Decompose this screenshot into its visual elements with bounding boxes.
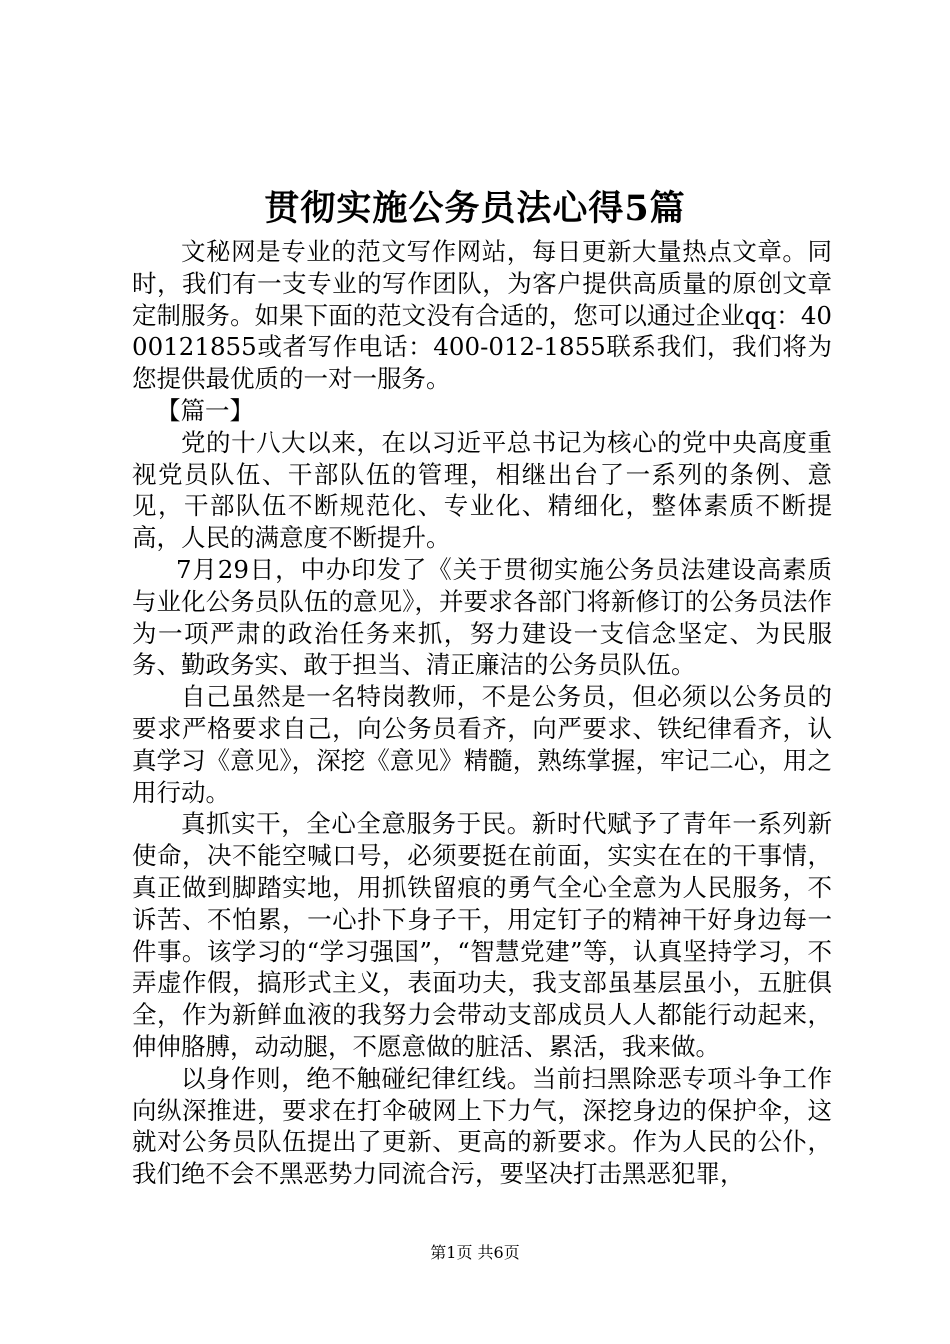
body-paragraph-4: 真抓实干，全心全意服务于民。新时代赋予了青年一系列新使命，决不能空喊口号，必须要挺在前面，实实在在的干事情，真正做到脚踏实地，用抓铁留痕的勇气全心全意为人民服务，不诉苦、不怕累，一心扑下身子干，用定钉子的精神干好身边每一件事。该学习的“学习强国”，“智慧党建”等，认真坚持学习，不弄虚作假，搞形式主义，表面功夫，我支部虽基层虽小，五脏俱全，作为新鲜血液的我努力会带动支部成员人人都能行动起来，伸伸胳膊，动动腿，不愿意做的脏活、累活，我来做。 [132,809,832,1061]
body-paragraph-2: 7月29日，中办印发了《关于贯彻实施公务员法建设高素质与业化公务员队伍的意见》，并要求各部门将新修订的公务员法作为一项严肃的政治任务来抓，努力建设一支信念坚定、为民服务、勤政务实、敢于担当、清正廉洁的公务员队伍。 [132,554,832,680]
page-footer: 第1页 共6页 [430,1243,520,1262]
body-paragraph-1: 党的十八大以来，在以习近平总书记为核心的党中央高度重视党员队伍、干部队伍的管理，相继出台了一系列的条例、意见，干部队伍不断规范化、专业化、精细化，整体素质不断提高，人民的满意度不断提升。 [132,427,832,553]
document-body [132,236,832,1190]
body-paragraph-3: 自己虽然是一名特岗教师，不是公务员，但必须以公务员的要求严格要求自己，向公务员看齐，向严要求、铁纪律看齐，认真学习《意见》，深挖《意见》精髓，熟练掌握，牢记二心，用之用行动。 [132,682,832,807]
document-title: 贯彻实施公务员法心得5篇 [264,188,686,229]
intro-paragraph: 文秘网是专业的范文写作网站，每日更新大量热点文章。同时，我们有一支专业的写作团队，为客户提供高质量的原创文章定制服务。如果下面的范文没有合适的，您可以通过企业qq：4000121855或者写作电话：400-012-1855联系我们，我们将为您提供最优质的一对一服务。 [132,237,832,394]
body-paragraph-5: 以身作则，绝不触碰纪律红线。当前扫黑除恶专项斗争工作向纵深推进，要求在打伞破网上下力气，深挖身边的保护伞，这就对公务员队伍提出了更新、更高的新要求。作为人民的公仆，我们绝不会不黑恶势力同流合污，要坚决打击黑恶犯罪， [132,1063,832,1189]
section-heading: 【篇一】 [156,395,254,425]
